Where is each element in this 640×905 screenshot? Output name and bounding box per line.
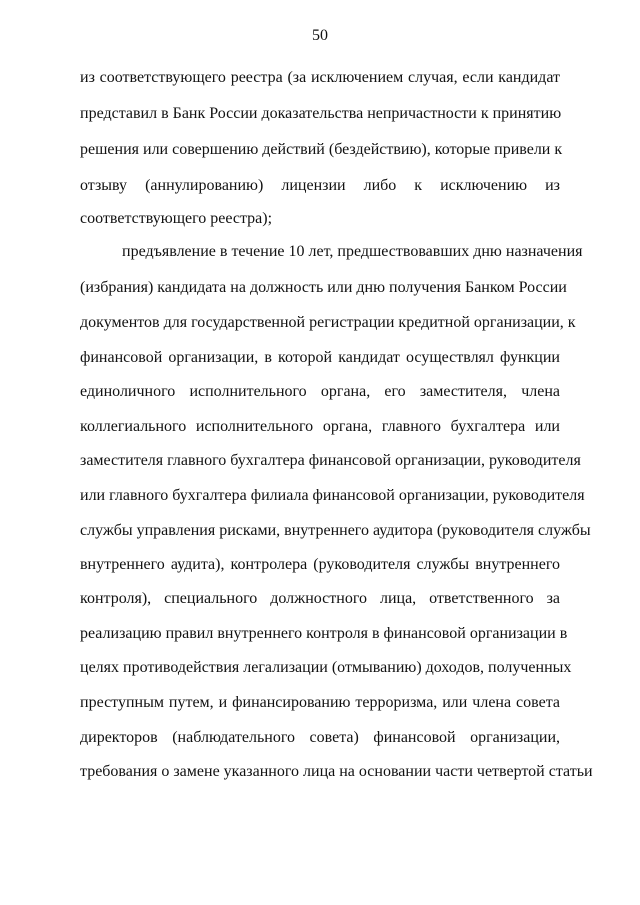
text-line: внутреннего аудита), контролера (руководителя службы внутреннего — [80, 556, 560, 573]
text-line: коллегиального исполнительного органа, главного бухгалтера или — [80, 418, 560, 435]
text-line: службы управления рисками, внутреннего аудитора (руководителя службы — [80, 522, 591, 539]
text-line: контроля), специального должностного лица, ответственного за — [80, 590, 560, 607]
text-line: документов для государственной регистрации кредитной организации, к — [80, 314, 576, 331]
text-line: целях противодействия легализации (отмыванию) доходов, полученных — [80, 659, 572, 676]
text-line: или главного бухгалтера филиала финансовой организации, руководителя — [80, 487, 585, 504]
text-line: требования о замене указанного лица на основании части четвертой статьи — [80, 763, 593, 780]
text-line: преступным путем, и финансированию терроризма, или члена совета — [80, 694, 560, 711]
text-line: директоров (наблюдательного совета) финансовой организации, — [80, 729, 560, 746]
text-line: реализацию правил внутреннего контроля в финансовой организации в — [80, 625, 568, 642]
paragraph-first-line: предъявление в течение 10 лет, предшествовавших дню назначения — [122, 243, 583, 260]
text-line: представил в Банк России доказательства непричастности к принятию — [80, 105, 562, 122]
text-line: финансовой организации, в которой кандидат осуществлял функции — [80, 349, 560, 366]
text-line: из соответствующего реестра (за исключением случая, если кандидат — [80, 69, 560, 86]
text-line: заместителя главного бухгалтера финансовой организации, руководителя — [80, 452, 581, 469]
text-line: (избрания) кандидата на должность или дню получения Банком России — [80, 279, 567, 296]
text-line: единоличного исполнительного органа, его заместителя, члена — [80, 383, 560, 400]
text-line: отзыву (аннулированию) лицензии либо к исключению из — [80, 177, 560, 194]
page-number: 50 — [312, 27, 328, 44]
text-line: решения или совершению действий (бездействию), которые привели к — [80, 141, 563, 158]
text-line: соответствующего реестра); — [80, 210, 273, 227]
